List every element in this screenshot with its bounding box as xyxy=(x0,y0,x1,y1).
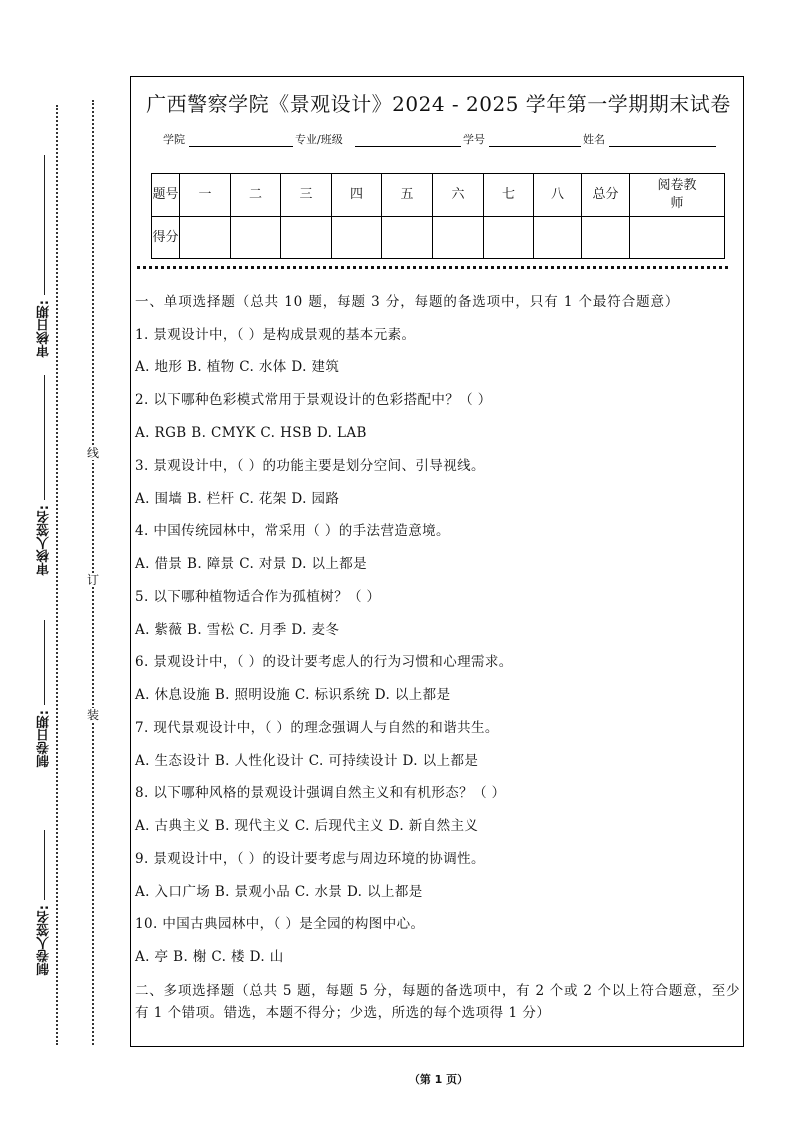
option-line: A. 亭 B. 榭 C. 楼 D. 山 xyxy=(135,949,284,965)
score-input-cell[interactable] xyxy=(630,217,725,259)
student-info-row xyxy=(163,131,723,147)
student-id-label: 学号 xyxy=(463,133,485,146)
binding-char-line: 线 xyxy=(86,446,99,460)
review-date-label: 审核日期: xyxy=(37,300,52,358)
college-field[interactable] xyxy=(189,146,293,147)
review-date-line xyxy=(44,155,45,295)
question-line: 5. 以下哪种植物适合作为孤植树？（ ） xyxy=(135,589,381,605)
page-number: （第 1 页） xyxy=(408,1073,469,1086)
score-input-cell[interactable] xyxy=(484,217,534,259)
question-line: 6. 景观设计中，（ ）的设计要考虑人的行为习惯和心理需求。 xyxy=(135,654,513,670)
option-line: A. RGB B. CMYK C. HSB D. LAB xyxy=(135,425,367,441)
preparer-sign-label: 制卷人签名: xyxy=(37,905,52,976)
college-label: 学院 xyxy=(163,133,185,146)
prepare-date-line xyxy=(44,620,45,705)
question-line: 10. 中国古典园林中，（ ）是全园的构图中心。 xyxy=(135,916,425,932)
dotted-separator xyxy=(137,266,728,269)
option-line: A. 古典主义 B. 现代主义 C. 后现代主义 D. 新自然主义 xyxy=(135,818,479,834)
score-input-cell[interactable] xyxy=(382,217,433,259)
score-header-cell: 总分 xyxy=(582,174,630,217)
score-input-cell[interactable] xyxy=(231,217,281,259)
question-line: 7. 现代景观设计中，（ ）的理念强调人与自然的和谐共生。 xyxy=(135,720,499,736)
option-line: A. 入口广场 B. 景观小品 C. 水景 D. 以上都是 xyxy=(135,884,423,900)
score-input-cell[interactable] xyxy=(534,217,582,259)
question-line: 3. 景观设计中，（ ）的功能主要是划分空间、引导视线。 xyxy=(135,458,485,474)
score-input-cell[interactable] xyxy=(180,217,231,259)
margin-dotted-line xyxy=(56,105,58,1045)
binding-char-staple: 订 xyxy=(86,573,99,587)
option-line: A. 紫薇 B. 雪松 C. 月季 D. 麦冬 xyxy=(135,622,340,638)
major-class-label: 专业/班级 xyxy=(295,133,343,146)
binding-char-bind: 装 xyxy=(86,708,99,722)
score-header-cell: 八 xyxy=(534,174,582,217)
preparer-sign-line xyxy=(44,830,45,900)
reviewer-sign-line xyxy=(44,375,45,500)
score-input-cell[interactable] xyxy=(281,217,332,259)
option-line: A. 借景 B. 障景 C. 对景 D. 以上都是 xyxy=(135,556,368,572)
score-input-cell[interactable] xyxy=(433,217,484,259)
question-line: 9. 景观设计中，（ ）的设计要考虑与周边环境的协调性。 xyxy=(135,851,485,867)
section2-heading: 二、多项选择题（总共 5 题，每题 5 分，每题的备选项中，有 2 个或 2 个以上符合题意，至少有 1 个错项。错选，本题不得分；少选，所选的每个选项得 1 分） xyxy=(135,983,740,1021)
score-header-cell: 阅卷教师 xyxy=(630,174,725,217)
name-label: 姓名 xyxy=(583,133,605,146)
major-class-field[interactable] xyxy=(355,146,461,147)
score-header-cell: 四 xyxy=(332,174,382,217)
score-header-cell: 一 xyxy=(180,174,231,217)
reviewer-sign-label: 审核人签名: xyxy=(37,505,52,576)
option-line: A. 地形 B. 植物 C. 水体 D. 建筑 xyxy=(135,359,340,375)
student-id-field[interactable] xyxy=(489,146,581,147)
question-line: 4. 中国传统园林中，常采用（ ）的手法营造意境。 xyxy=(135,523,450,539)
score-header-cell: 三 xyxy=(281,174,332,217)
exam-title: 广西警察学院《景观设计》2024 - 2025 学年第一学期期末试卷 xyxy=(146,92,731,116)
option-line: A. 休息设施 B. 照明设施 C. 标识系统 D. 以上都是 xyxy=(135,687,451,703)
question-line: 1. 景观设计中，（ ）是构成景观的基本元素。 xyxy=(135,327,416,343)
option-line: A. 生态设计 B. 人性化设计 C. 可持续设计 D. 以上都是 xyxy=(135,753,479,769)
score-header-cell: 六 xyxy=(433,174,484,217)
score-table xyxy=(151,173,725,259)
question-line: 2. 以下哪种色彩模式常用于景观设计的色彩搭配中？（ ） xyxy=(135,392,492,408)
question-line: 8. 以下哪种风格的景观设计强调自然主义和有机形态？（ ） xyxy=(135,785,506,801)
section1-heading: 一、单项选择题（总共 10 题，每题 3 分，每题的备选项中，只有 1 个最符合题意） xyxy=(135,294,680,310)
score-header-cell: 五 xyxy=(382,174,433,217)
score-row-label: 得分 xyxy=(152,217,180,259)
score-input-cell[interactable] xyxy=(332,217,382,259)
score-input-cell[interactable] xyxy=(582,217,630,259)
score-header-cell: 二 xyxy=(231,174,281,217)
score-header-cell: 题号 xyxy=(152,174,180,217)
prepare-date-label: 制卷日期: xyxy=(37,710,52,768)
option-line: A. 围墙 B. 栏杆 C. 花架 D. 园路 xyxy=(135,491,340,507)
score-header-cell: 七 xyxy=(484,174,534,217)
name-field[interactable] xyxy=(609,146,716,147)
